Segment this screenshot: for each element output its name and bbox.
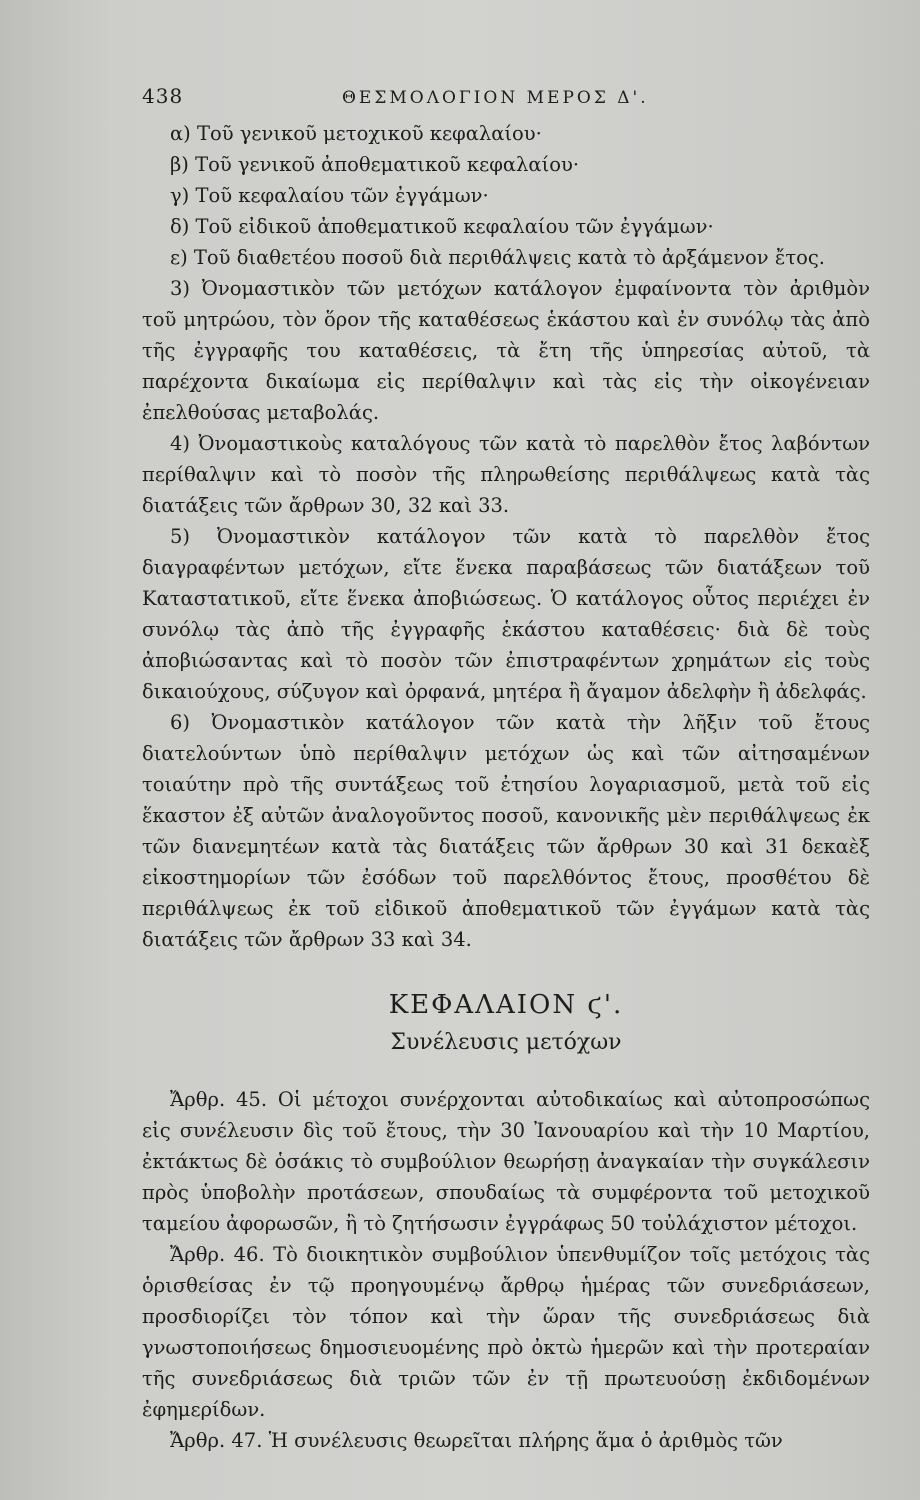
chapter-title: ΚΕΦΑΛΑΙΟΝ ϛ'. [388,990,624,1020]
paragraph-3: 3) Ὀνομαστικὸν τῶν μετόχων κατάλογον ἐμφαίνοντα τὸν ἀριθμὸν τοῦ μητρώου, τὸν ὅρον τῆς καταθέσεως ἑκάστου καὶ ἐν συνόλῳ τὰς ἀπὸ τῆς ἐγγραφῆς του καταθέσεις, τὰ ἔτη τῆς ὑπηρεσίας αὐτοῦ, τὰ παρέχοντα δικαίωμα εἰς περίθαλψιν καὶ τὰς εἰς τὴν οἰκογένειαν ἐπελθούσας μεταβολάς. [142,277,870,424]
page-body [142,118,870,1456]
list-item: α) Τοῦ γενικοῦ μετοχικοῦ κεφαλαίου· [170,122,542,145]
list-item: γ) Τοῦ κεφαλαίου τῶν ἐγγάμων· [170,184,489,207]
page-header [142,84,870,114]
paragraph-4: 4) Ὀνομαστικοὺς καταλόγους τῶν κατὰ τὸ παρελθὸν ἔτος λαβόντων περίθαλψιν καὶ τὸ ποσὸν τῆς πληρωθείσης περιθάλψεως κατὰ τὰς διατάξεις τῶν ἄρθρων 30, 32 καὶ 33. [142,432,870,517]
paragraph-6: 6) Ὀνομαστικὸν κατάλογον τῶν κατὰ τὴν λῆξιν τοῦ ἔτους διατελούντων ὑπὸ περίθαλψιν μετόχων ὡς καὶ τῶν αἰτησαμένων τοιαύτην πρὸ τῆς συντάξεως τοῦ ἐτησίου λογαριασμοῦ, μετὰ τοῦ εἰς ἕκαστον ἐξ αὐτῶν ἀναλογοῦντος ποσοῦ, κανονικῆς μὲν περιθάλψεως ἐκ τῶν διανεμητέων κατὰ τὰς διατάξεις τῶν ἄρθρων 30 καὶ 31 δεκαὲξ εἰκοστημορίων τῶν ἐσόδων τοῦ παρελθόντος ἔτους, προσθέτου δὲ περιθάλψεως ἐκ τοῦ εἰδικοῦ ἀποθεματικοῦ τῶν ἐγγάμων κατὰ τὰς διατάξεις τῶν ἄρθρων 33 καὶ 34. [142,711,870,951]
list-item: δ) Τοῦ εἰδικοῦ ἀποθεματικοῦ κεφαλαίου τῶν ἐγγάμων· [170,215,714,238]
article-46: Ἄρθρ. 46. Τὸ διοικητικὸν συμβούλιον ὑπενθυμίζον τοῖς μετόχοις τὰς ὁρισθείσας ἐν τῷ προηγουμένῳ ἄρθρῳ ἡμέρας τῶν συνεδριάσεων, προσδιορίζει τὸν τόπον καὶ τὴν ὥραν τῆς συνεδριάσεως διὰ γνωστοποιήσεως δημοσιευομένης πρὸ ὀκτὼ ἡμερῶν καὶ τὴν προτεραίαν τῆς συνεδριάσεως διὰ τριῶν τῶν ἐν τῇ πρωτευούσῃ ἐκδιδομένων ἐφημερίδων. [142,1243,870,1421]
paragraph-5: 5) Ὀνομαστικὸν κατάλογον τῶν κατὰ τὸ παρελθὸν ἔτος διαγραφέντων μετόχων, εἴτε ἕνεκα παραβάσεως τῶν διατάξεων τοῦ Καταστατικοῦ, εἴτε ἕνεκα ἀποβιώσεως. Ὁ κατάλογος οὗτος περιέχει ἐν συνόλῳ τὰς ἀπὸ τῆς ἐγγραφῆς ἑκάστου καταθέσεις· διὰ δὲ τοὺς ἀποβιώσαντας καὶ τὸ ποσὸν τῶν ἐπιστραφέντων χρημάτων εἰς τοὺς δικαιούχους, σύζυγον καὶ ὀρφανά, μητέρα ἢ ἄγαμον ἀδελφὴν ἢ ἀδελφάς. [142,525,870,703]
list-item: ε) Τοῦ διαθετέου ποσοῦ διὰ περιθάλψεις κατὰ τὸ ἀρξάμενον ἔτος. [170,246,825,269]
article-47: Ἄρθρ. 47. Ἡ συνέλευσις θεωρεῖται πλήρης ἅμα ὁ ἀριθμὸς τῶν [170,1429,783,1452]
page-number: 438 [142,84,184,108]
list-item: β) Τοῦ γενικοῦ ἀποθεματικοῦ κεφαλαίου· [170,153,580,176]
article-45: Ἄρθρ. 45. Οἱ μέτοχοι συνέρχονται αὐτοδικαίως καὶ αὐτοπροσώπως εἰς συνέλευσιν δὶς τοῦ ἔτους, τὴν 30 Ἰανουαρίου καὶ τὴν 10 Μαρτίου, ἐκτάκτως δὲ ὁσάκις τὸ συμβούλιον θεωρήσῃ ἀναγκαίαν τὴν συγκάλεσιν πρὸς ὑποβολὴν προτάσεων, σπουδαίως τὰ συμφέροντα τοῦ μετοχικοῦ ταμείου ἀφορωσῶν, ἢ τὸ ζητήσωσιν ἐγγράφως 50 τοὐλάχιστον μέτοχοι. [142,1088,870,1235]
chapter-subtitle: Συνέλευσις μετόχων [390,1030,622,1055]
running-head: ΘΕΣΜΟΛΟΓΙΟΝ ΜΕΡΟΣ Δ'. [342,88,649,108]
